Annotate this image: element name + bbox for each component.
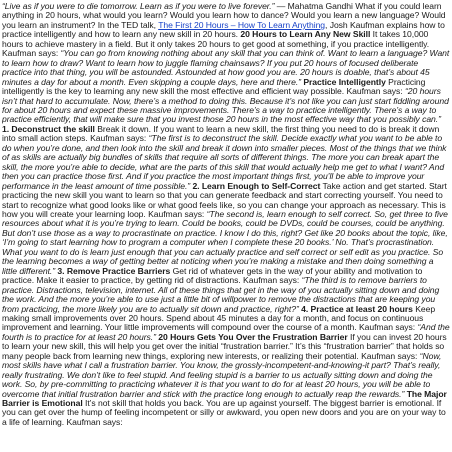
section-heading: 20 Hours Gets You Over the Frustration Barrier (158, 331, 348, 342)
section-heading: 3. Remove Practice Barriers (57, 265, 171, 276)
article-body (2, 2, 450, 450)
body-text: — Mahatma Gandhi What if you could learn anything in 20 hours, what would you learn? Would you learn how to dance? Would you learn a new language? Would you learn an instrument? In the TED talk, (2, 2, 446, 30)
quote-text: “You can go from knowing nothing about any skill that you can think of. Want to learn a language? Want to learn how to draw? Want to learn how to juggle flaming chainsaws? If you put 20 hours of focused deliberate practice into that thing, you will be astounded. Astounded at how good you are. 20 hours is doable, that’s about 45 minutes a day for about a month. Even skipping a couple days, here and there.” (2, 48, 450, 87)
body-text: Take action and get started. Start practicing the new skill you want to learn so that you can generate feedback and start correcting yourself. You need to start to recognize what good looks like or what good feels like, so you can change your approach as necessary. This is how you will create your learning loop. Kaufman says: (2, 180, 447, 219)
quote-text: “Live as if you were to die tomorrow. Learn as if you were to live forever.” (2, 2, 275, 11)
quote-text: “The first is to deconstruct the skill. Decide exactly what you want to be able to do when you’re done, and then look into the skill and break it down into smaller pieces. Most of the things that we think of as skills are actually big bundles of skills that require all sorts of different things. The more you can break apart the skill, the more you’re able to decide, what are the parts of this skill that would actually help me get to what I want? And then you can practice those first. And if you practice the most important things first, you’ll be able to improve your performance in the least amount of time possible.” (2, 133, 447, 191)
section-heading: 2. Learn Enough to Self-Correct (192, 180, 321, 191)
body-text: , Josh Kaufman explains how to practice intelligently and how to learn any new skill in 20 hours. (2, 19, 445, 40)
body-text: It takes 10,000 hours to achieve mastery in a field. But it only takes 20 hours to get good at something, if you practice intelligently. Kaufman says: (2, 29, 430, 59)
quote-text: “The third is to remove barriers to practice. Distractions, television, internet. All of these things that get in the way of you actually sitting down and doing the work. And the more you’re able to use just a little bit of willpower to remove the distractions that are keeping you from practicing, the more likely you are to actually sit down and practice, right?” (2, 275, 440, 314)
body-text: Practicing intelligently is the key to learning any new skill the most effective and efficient way possible. Kaufman says: (2, 76, 426, 97)
quote-text: “And the fourth is to practice for at least 20 hours.” (2, 322, 450, 342)
section-heading: The Major Barrier is Emotional (2, 388, 447, 409)
section-heading: 20 Hours to Learn Any New Skill (240, 29, 371, 40)
article-paragraph (2, 2, 450, 427)
body-text: It’s not skill that holds you back. You are up against yourself. The biggest barrier is emotional. If you can get over the hump of feeling incompetent or silly or awkward, you open new doors and you are on your way to a life of learning. Kaufman says: (2, 398, 446, 427)
quote-text: “20 hours isn’t that hard to accumulate. Now, there’s a method to doing this. Because it’s not like you can just start fiddling around for about 20 hours and expect these massive improvements. There’s a way to practice intelligently. There’s a way to practice efficiently, that will make sure that you invest those 20 hours in the most effective way that you possibly can.” (2, 86, 449, 125)
body-text: If you can invest 20 hours to learn your new skill, this will help you get over the initial “frustration barrier.” It’s this “frustration barrier” that holds so many people back from learning new things, exploring new interests, or realizing their potential. Kaufman says: (2, 331, 447, 361)
quote-text: “The second is, learn enough to self correct. So, get three to five resources about what it is you’re trying to learn. Could be books, could be DVDs, could be courses, could be anything. But don’t use those as a way to procrastinate on practice. I know I do this, right? Get like 20 books about the topic, like, ‘I’m going to start learning how to program a computer when I complete these 20 books.’ No. That’s procrastination. What you want to do is learn just enough that you can actually practice and self correct or self edit as you practice. So the learning becomes a way of getting better at noticing when you’re making a mistake and then doing something a little different.” (2, 208, 448, 276)
section-heading: Practice Intelligently (303, 76, 386, 87)
body-text: Keep making small improvements over 20 hours. Spend about 45 minutes a day for a month, and focus on continuous improvement and learning. Your little improvements will compound over the course of a month. Kaufman says: (2, 303, 436, 333)
section-heading: 1. Deconstruct the skill (2, 123, 95, 134)
quote-text: “Now, most skills have what I call a frustration barrier. You know, the grossly-incompetent-and-knowing-it part? That’s really, really frustrating. We don’t like to feel stupid. And feeling stupid is a barrier to us actually sitting down and doing the work. So, by pre-committing to practicing whatever it is that you want to do for at least 20 hours, you will be able to overcome that initial frustration barrier and stick with the practice long enough to actually reap the rewards.” (2, 350, 442, 399)
section-heading: 4. Practice at least 20 hours (301, 303, 413, 314)
ted-talk-link[interactable]: The First 20 Hours – How To Learn Anything (158, 19, 326, 30)
body-text: Break it down. If you want to learn a new skill, the first thing you need to do is break it down into small action steps. Kaufman says: (2, 123, 440, 144)
body-text: Get rid of whatever gets in the way of your ability and motivation to practice. Make it easier to practice, by getting rid of distractions. Kaufman says: (2, 265, 423, 286)
